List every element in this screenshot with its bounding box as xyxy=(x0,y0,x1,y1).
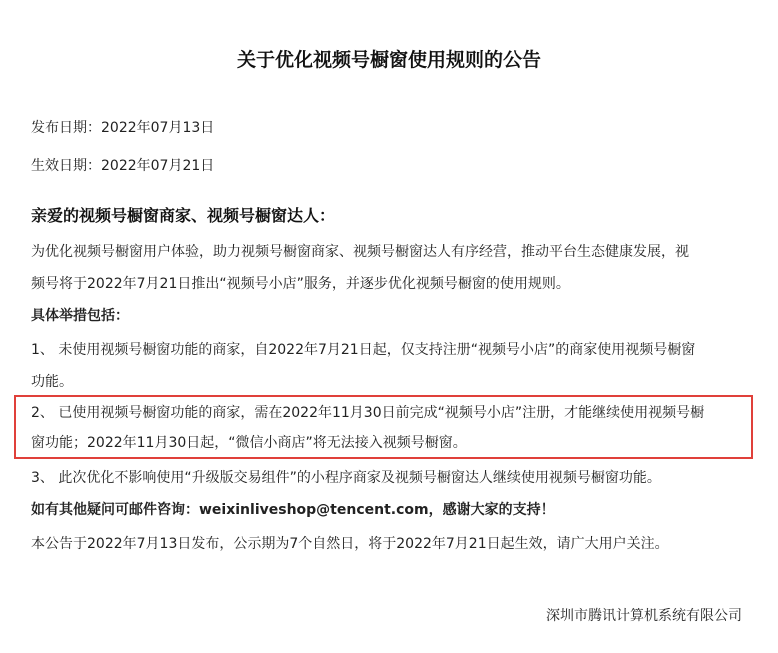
measures-heading: 具体举措包括： xyxy=(31,308,129,324)
measure-item-1-line-2: 功能。 xyxy=(31,374,73,390)
measure-item-1-line-1: 1、 未使用视频号橱窗功能的商家，自2022年7月21日起，仅支持注册“视频号小店”的商家使用视频号橱窗 xyxy=(31,342,696,358)
company-signature: 深圳市腾讯计算机系统有限公司 xyxy=(546,608,742,624)
publish-date: 发布日期：2022年07月13日 xyxy=(31,120,215,136)
announcement-title: 关于优化视频号橱窗使用规则的公告 xyxy=(236,49,541,71)
intro-paragraph-line-1: 为优化视频号橱窗用户体验，助力视频号橱窗商家、视频号橱窗达人有序经营，推动平台生态健康发展，视 xyxy=(31,244,689,260)
effective-date: 生效日期：2022年07月21日 xyxy=(31,158,215,174)
intro-paragraph-line-2: 频号将于2022年7月21日推出“视频号小店”服务，并逐步优化视频号橱窗的使用规则。 xyxy=(31,276,570,292)
measure-item-3: 3、 此次优化不影响使用“升级版交易组件”的小程序商家及视频号橱窗达人继续使用视频号橱窗功能。 xyxy=(31,470,661,486)
measure-item-2-line-1: 2、 已使用视频号橱窗功能的商家，需在2022年11月30日前完成“视频号小店”注册，才能继续使用视频号橱 xyxy=(31,405,705,421)
closing-line: 本公告于2022年7月13日发布，公示期为7个自然日，将于2022年7月21日起生效，请广大用户关注。 xyxy=(31,536,669,552)
measure-item-2-line-2: 窗功能；2022年11月30日起，“微信小商店”将无法接入视频号橱窗。 xyxy=(31,435,467,451)
contact-line: 如有其他疑问可邮件咨询：weixinliveshop@tencent.com，感谢大家的支持！ xyxy=(31,502,555,518)
greeting-heading: 亲爱的视频号橱窗商家、视频号橱窗达人： xyxy=(31,206,336,225)
